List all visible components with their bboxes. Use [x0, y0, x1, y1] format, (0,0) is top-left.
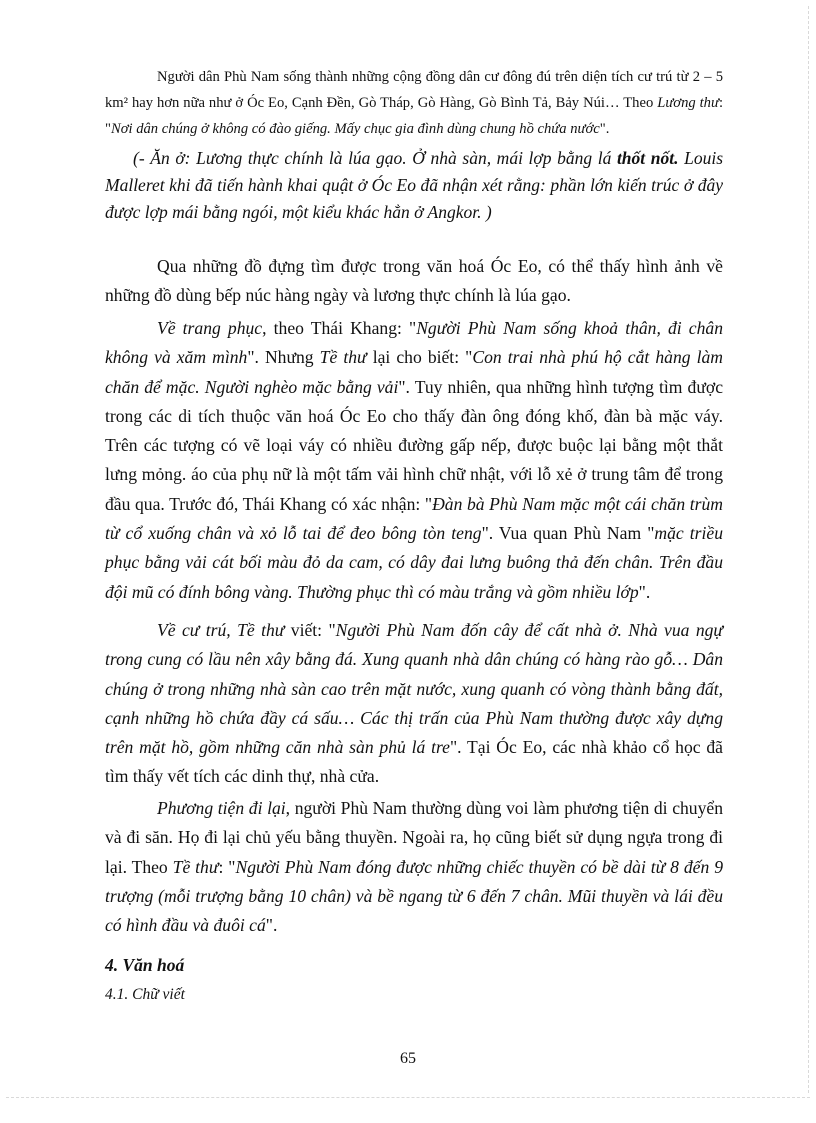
source-title: Tề thư: [172, 856, 219, 877]
text-run: viết: ": [284, 620, 336, 640]
quotation: Đàn bà Phù Nam mặc một cái chăn trùm từ cổ xuống chân và xỏ lỗ tai để đeo bông tòn teng: [105, 493, 723, 544]
text-run: Louis Malleret khi đã tiến hành khai quật ở Óc Eo đã nhận xét rằng: phần lớn kiến trúc ở đây được lợp mái bằng ngói, một kiểu khác hẳn ở Angkor. ): [105, 148, 723, 222]
paragraph-residence: [105, 616, 723, 792]
section-lead: Về cư trú, Tề thư: [157, 620, 285, 640]
text-run: : ": [105, 95, 723, 137]
source-title: Tề thư: [319, 347, 367, 368]
page-edge-right: [808, 6, 809, 1093]
text-run: ".: [265, 915, 278, 936]
text-run: , người Phù Nam thường dùng voi làm phương tiện di chuyển và đi săn. Họ đi lại chủ yếu bằng thuyền. Ngoài ra, họ cũng biết sử dụng ngựa trong đi lại. Theo: [105, 798, 723, 877]
section-lead: Về trang phục: [157, 318, 263, 338]
quotation: Nơi dân chúng ở không có đào giếng. Mấy chục gia đình dùng chung hồ chứa nước: [110, 121, 600, 137]
paragraph-utensils: Qua những đồ đựng tìm được trong văn hoá Óc Eo, có thể thấy hình ảnh về những đồ dùng bếp núc hàng ngày và lương thực chính là lúa gạo.: [105, 256, 723, 306]
section-lead: Phương tiện đi lại: [157, 798, 286, 818]
quotation: Người Phù Nam đốn cây để cất nhà ở. Nhà vua ngự trong cung có lầu nên xây bằng đá. Xung quanh nhà dân chúng có hàng rào gỗ… Dân chúng ở trong những nhà sàn cao trên mặt nước, xung quanh có vòng thành bằng đất, cạnh những hồ chứa đầy cá sấu… Các thị trấn của Phù Nam thường được xây dựng trên mặt hồ, gồm những căn nhà sàn phủ lá tre: [105, 620, 724, 758]
text-run: ".: [599, 121, 610, 137]
section-heading-culture: 4. Văn hoá: [105, 955, 185, 975]
paragraph-transport: [105, 794, 723, 940]
text-run: , theo Thái Khang: ": [262, 318, 417, 338]
source-title: Lương thư: [657, 95, 719, 111]
paragraph-food-housing-note: [105, 145, 723, 226]
text-run: lại cho biết: ": [366, 347, 473, 368]
text-run: ". Tuy nhiên, qua những hình tượng tìm được trong các di tích thuộc văn hoá Óc Eo cho thấy đàn ông đóng khố, đàn bà mặc váy. Trên các tượng có vẽ loại váy có nhiều đường gấp nếp, được buộc lại bằng một thắt lưng mỏng. áo của phụ nữ là một tấm vải hình chữ nhật, với lỗ xẻ ở trung tâm để trong đầu qua. Trước đó, Thái Khang có xác nhận: ": [105, 376, 723, 514]
quotation: Người Phù Nam đóng được những chiếc thuyền có bề dài từ 8 đến 9 trượng (mỗi trượng bằng 10 chân) và bề ngang từ 6 đến 7 chân. Mũi thuyền và lái đều có hình đầu và đuôi cá: [105, 856, 724, 936]
text-run: ". Nhưng: [247, 347, 320, 368]
quotation: Người Phù Nam sống khoả thân, đi chân không và xăm mình: [105, 318, 723, 368]
page-number: 65: [400, 1050, 416, 1067]
text-run: : ": [218, 856, 236, 877]
text-run: ".: [638, 581, 651, 602]
quotation: mặc triều phục bằng vải cát bối màu đỏ da cam, có dây đai lưng buông thả đến chân. Trên đầu đội mũ có đính bông vàng. Thường phục thì có màu trắng và gồm nhiều lớp: [105, 523, 723, 602]
text-run: ". Tại Óc Eo, các nhà khảo cổ học đã tìm thấy vết tích các dinh thự, nhà cửa.: [105, 737, 723, 787]
subsection-heading-writing: 4.1. Chữ viết: [105, 986, 185, 1003]
quotation: Con trai nhà phú hộ cắt hàng làm chăn để mặc. Người nghèo mặc bằng vải: [105, 347, 724, 397]
paragraph-settlement: [105, 64, 723, 142]
text-run: Người dân Phù Nam sống thành những cộng đồng dân cư đông đú trên diện tích cư trú từ 2 – 5 km² hay hơn nữa như ở Óc Eo, Cạnh Đền, Gò Tháp, Gò Hàng, Gò Bình Tả, Bảy Núi… Theo: [105, 69, 723, 111]
paragraph-clothing: [105, 314, 723, 607]
text-run: ". Vua quan Phù Nam ": [481, 523, 655, 544]
emphasis-term: thốt nốt.: [616, 148, 679, 168]
text-run: (- Ăn ở: Lương thực chính là lúa gạo. Ở nhà sàn, mái lợp bằng lá: [133, 148, 617, 168]
page-edge-bottom: [6, 1097, 810, 1098]
